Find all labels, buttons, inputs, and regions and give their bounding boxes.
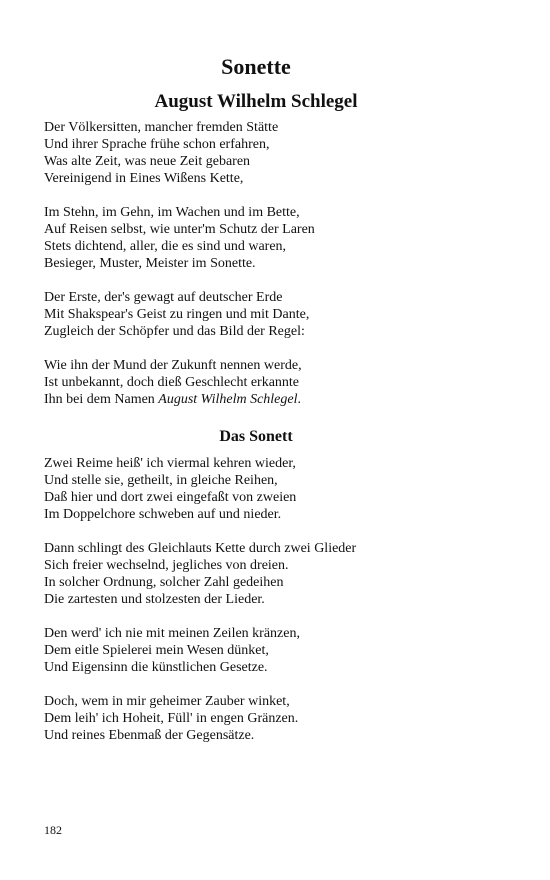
verse-line: Ist unbekannt, doch dieß Geschlecht erkannte bbox=[44, 375, 300, 390]
stanza bbox=[44, 204, 504, 272]
verse-line: Zwei Reime heiß' ich viermal kehren wieder, bbox=[44, 456, 296, 471]
verse-line: Die zartesten und stolzesten der Lieder. bbox=[44, 592, 265, 607]
verse-line: Vereinigend in Eines Wißens Kette, bbox=[44, 171, 244, 186]
page-title: Sonette bbox=[221, 54, 291, 79]
verse-line: Wie ihn der Mund der Zukunft nennen werde, bbox=[44, 358, 302, 373]
verse-line: Doch, wem in mir geheimer Zauber winket, bbox=[44, 694, 290, 709]
stanza bbox=[44, 625, 504, 676]
verse-line: Der Erste, der's gewagt auf deutscher Erde bbox=[44, 290, 283, 305]
verse-line: Stets dichtend, aller, die es sind und waren, bbox=[44, 239, 287, 254]
verse-line: Dem leih' ich Hoheit, Füll' in engen Gränzen. bbox=[44, 711, 299, 726]
poem-das-sonett bbox=[44, 455, 504, 761]
verse-line: Daß hier und dort zwei eingefaßt von zweien bbox=[44, 490, 297, 505]
verse-line: Im Doppelchore schweben auf und nieder. bbox=[44, 507, 282, 522]
verse-line: Und stelle sie, getheilt, in gleiche Reihen, bbox=[44, 473, 278, 488]
stanza bbox=[44, 357, 504, 408]
stanza bbox=[44, 540, 504, 608]
stanza bbox=[44, 289, 504, 340]
verse-line: In solcher Ordnung, solcher Zahl gedeihen bbox=[44, 575, 284, 590]
verse-line: Den werd' ich nie mit meinen Zeilen kränzen, bbox=[44, 626, 300, 641]
verse-line: Was alte Zeit, was neue Zeit gebaren bbox=[44, 154, 251, 169]
stanza bbox=[44, 455, 504, 523]
verse-line: Auf Reisen selbst, wie unter'm Schutz der Laren bbox=[44, 222, 315, 237]
verse-line: Und Eigensinn die künstlichen Gesetze. bbox=[44, 660, 268, 675]
verse-line: Und ihrer Sprache frühe schon erfahren, bbox=[44, 137, 270, 152]
verse-punctuation: . bbox=[297, 392, 301, 407]
italic-name: August Wilhelm Schlegel bbox=[158, 392, 298, 407]
verse-line: Besieger, Muster, Meister im Sonette. bbox=[44, 256, 256, 271]
verse-line: Dem eitle Spielerei mein Wesen dünket, bbox=[44, 643, 269, 658]
poem-schlegel-sonnet bbox=[44, 119, 504, 425]
verse-line: Im Stehn, im Gehn, im Wachen und im Bette, bbox=[44, 205, 300, 220]
stanza bbox=[44, 693, 504, 744]
verse-line: Zugleich der Schöpfer und das Bild der Regel: bbox=[44, 324, 305, 339]
verse-line-last bbox=[44, 391, 504, 408]
verse-line: Sich freier wechselnd, jegliches von dreien. bbox=[44, 558, 289, 573]
stanza bbox=[44, 119, 504, 187]
author-heading: August Wilhelm Schlegel bbox=[154, 91, 358, 112]
verse-line: Mit Shakspear's Geist zu ringen und mit Dante, bbox=[44, 307, 310, 322]
verse-line: Und reines Ebenmaß der Gegensätze. bbox=[44, 728, 255, 743]
page-number: 182 bbox=[44, 823, 62, 837]
verse-text: Ihn bei dem Namen bbox=[44, 392, 159, 407]
poem-title: Das Sonett bbox=[219, 428, 293, 445]
verse-line: Der Völkersitten, mancher fremden Stätte bbox=[44, 120, 279, 135]
verse-line: Dann schlingt des Gleichlauts Kette durch zwei Glieder bbox=[44, 541, 357, 556]
